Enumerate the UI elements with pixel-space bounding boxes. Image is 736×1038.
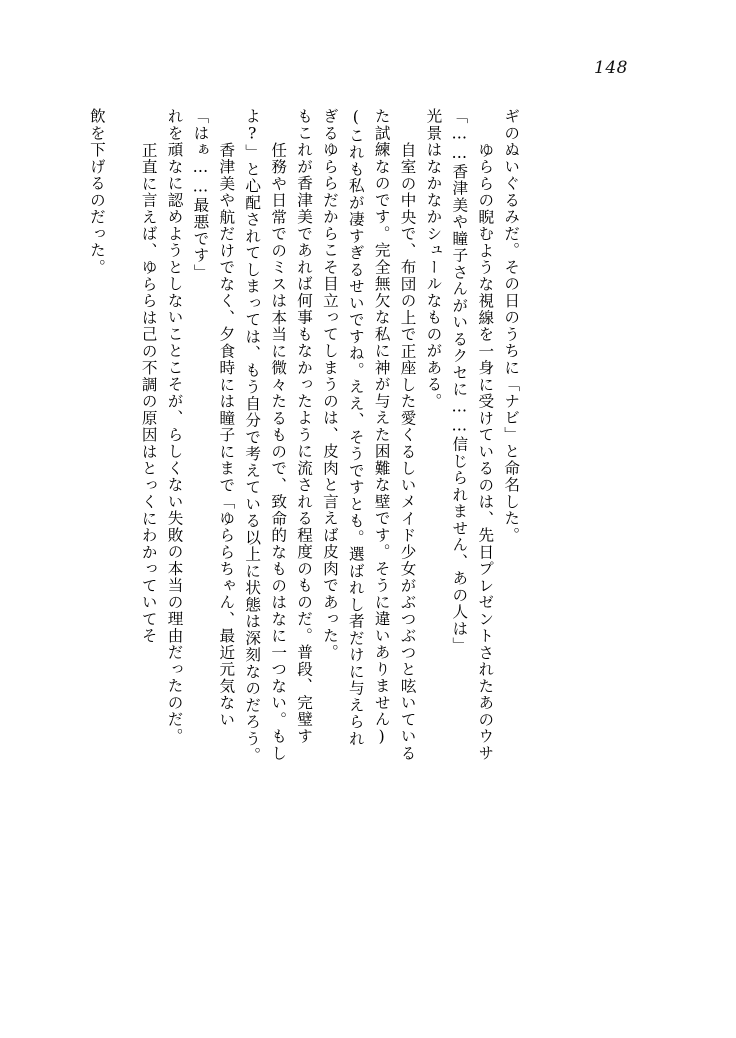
text-column: れを頑なに認めようとしないことこそが、らしくない失敗の本当の理由だったのだ。 bbox=[165, 108, 184, 745]
text-column bbox=[104, 108, 130, 936]
text-column: もこれが香津美であれば何事もなかったように流される程度のものだ。普段、完璧す bbox=[295, 108, 314, 745]
text-column: 香津美や航だけでなく、夕食時には瞳子にまで「ゆららちゃん、最近元気ない bbox=[217, 125, 236, 728]
text-column: 飲を下げるのだった。 bbox=[87, 108, 106, 276]
text-column: 「はぁ……最悪です」 bbox=[191, 108, 210, 281]
text-column: ゆららの睨むような視線を一身に受けているのは、先日プレゼントされたあのウサ bbox=[476, 125, 495, 762]
text-column: ぎるゆららだからこそ目立ってしまうのは、皮肉と言えば皮肉であった。 bbox=[320, 108, 339, 661]
text-column: 任務や日常でのミスは本当に微々たるもので、致命的なものはなに一つない。もし bbox=[269, 125, 288, 762]
text-column: (これも私が凄すぎるせいですね。ええ、そうですとも。選ばれし者だけに与えられ bbox=[346, 108, 365, 747]
page-number: 148 bbox=[594, 58, 628, 78]
text-column: 正直に言えば、ゆららは己の不調の原因はとっくにわかっていてそ bbox=[139, 125, 158, 645]
vertical-text-block bbox=[78, 108, 648, 936]
text-column: た試練なのです。完全無欠な私に神が与えた困難な壁です。そうに違いありません) bbox=[372, 108, 391, 747]
text-column: ギのぬいぐるみだ。その日のうちに「ナビ」と命名した。 bbox=[502, 108, 521, 544]
text-column: 「……香津美や瞳子さんがいるクセに……信じられません、あの人は」 bbox=[450, 108, 469, 654]
text-column: 自室の中央で、布団の上で正座した愛くるしいメイド少女がぶつぶつと呟いている bbox=[398, 125, 417, 762]
text-column: よ?」と心配されてしまっては、もう自分で考えている以上に状態は深刻なのだろう。 bbox=[243, 108, 262, 764]
text-column: 光景はなかなかシュールなものがある。 bbox=[424, 108, 443, 410]
